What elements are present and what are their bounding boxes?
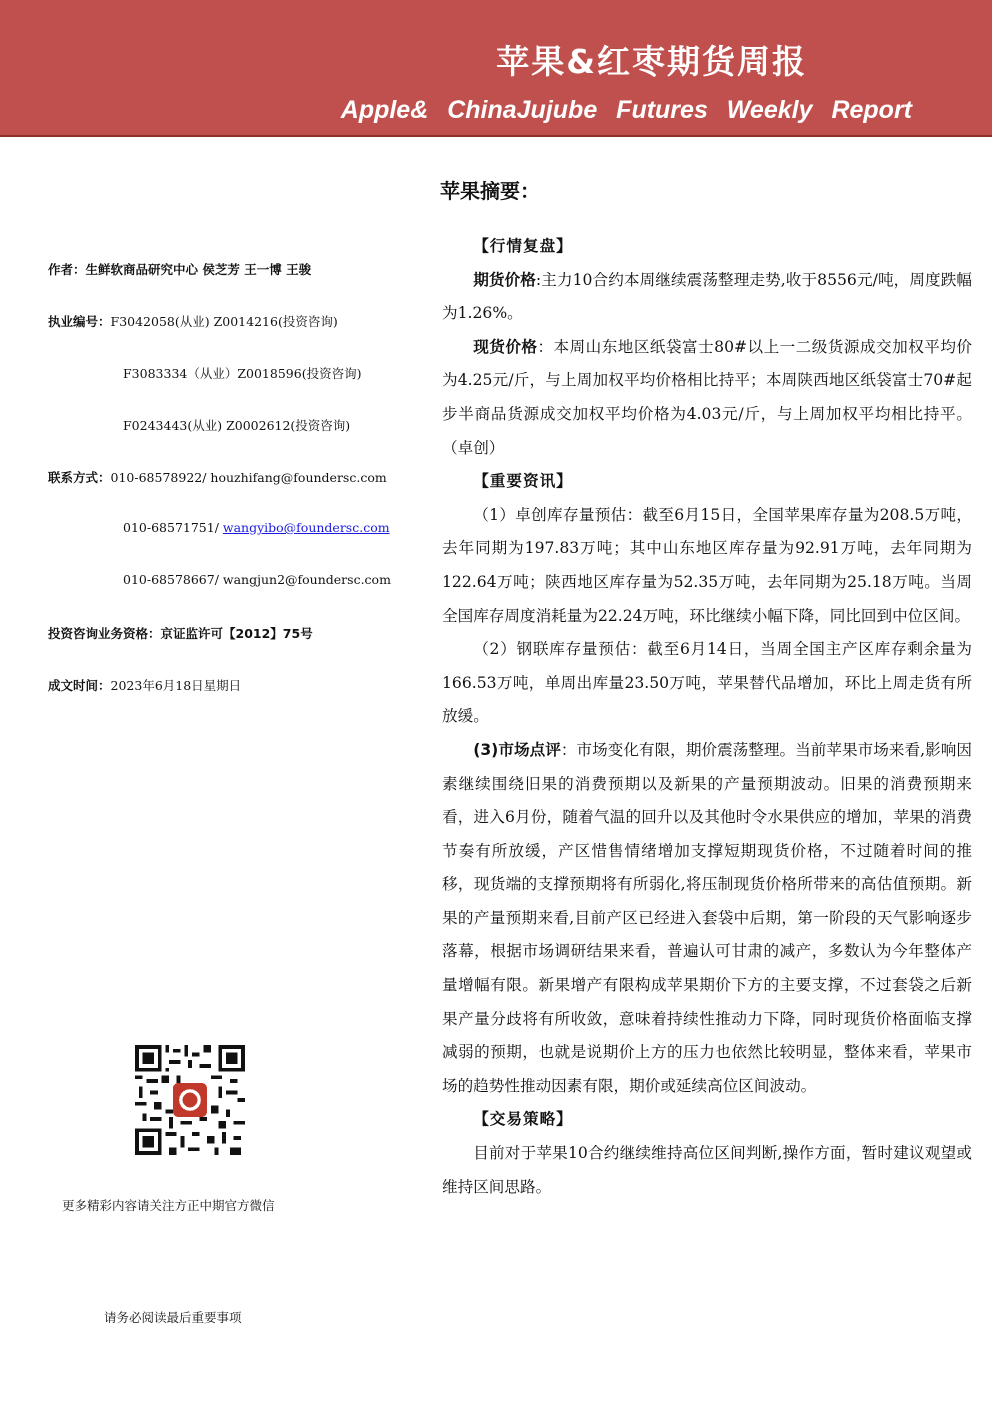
license-line-2: F3083334（从业）Z0018596(投资咨询) <box>123 366 362 381</box>
market-review-heading: 【行情复盘】 <box>473 237 573 255</box>
author-label: 作者： <box>48 262 86 277</box>
market-comment-lead: (3)市场点评 <box>473 740 561 759</box>
qualification-value: 京证监许可【2012】75号 <box>160 626 313 641</box>
license-line-3: F0243443(从业) Z0002612(投资咨询) <box>123 418 351 433</box>
qr-caption: 更多精彩内容请关注方正中期官方微信 <box>62 1198 275 1213</box>
date-label: 成文时间： <box>48 678 111 693</box>
wechat-qr-code-icon <box>135 1045 245 1155</box>
date-value: 2023年6月18日星期日 <box>110 678 242 693</box>
contact-label: 联系方式： <box>48 470 111 485</box>
futures-price-text: :主力10合约本周继续震荡整理走势,收于8556元/吨，周度跌幅为1.26%。 <box>442 270 972 323</box>
license-value-1: F3042058(从业) Z0014216(投资咨询) <box>110 314 338 329</box>
license-label: 执业编号： <box>48 314 111 329</box>
spot-price-paragraph <box>442 331 972 465</box>
contact-phone-2: 010-68571751/ <box>123 520 223 535</box>
email-link[interactable]: wangyibo@foundersc.com <box>222 520 390 535</box>
author-line <box>48 260 311 278</box>
futures-price-lead: 期货价格 <box>473 270 536 289</box>
contact-line-1 <box>48 468 387 486</box>
report-title-en: Apple& ChinaJujube Futures Weekly Report <box>340 96 912 124</box>
market-comment-text: ：市场变化有限，期价震荡整理。当前苹果市场来看,影响因素继续围绕旧果的消费预期以及新果的产量预期波动。旧果的消费预期来看，进入6月份，随着气温的回升以及其他时令水果供应的增加，苹果的消费节奏有所放缓，产区惜售情绪增加支撑短期现货价格，不过随着时间的推移，现货端的支撑预期将有所弱化,将压制现货价格所带来的高估值预期。新果的产量预期来看,目前产区已经进入套袋中后期，第一阶段的天气影响逐步落幕，根据市场调研结果来看，普遍认可甘肃的减产，多数认为今年整体产量增幅有限。新果增产有限构成苹果期价下方的主要支撑，不过套袋之后新果产量分歧将有所收敛，意味着持续性推动力下降，同时现货价格面临支撑减弱的预期，也就是说期价上方的压力也依然比较明显，整体来看，苹果市场的趋势性推动因素有限，期价或延续高位区间波动。 <box>442 740 972 1095</box>
qualification-line <box>48 624 313 642</box>
author-value: 生鲜软商品研究中心 侯芝芳 王一博 王骏 <box>85 262 312 277</box>
apple-summary-body <box>442 230 972 1204</box>
apple-summary-heading: 苹果摘要： <box>440 179 540 203</box>
disclaimer-note: 请务必阅读最后重要事项 <box>104 1310 242 1325</box>
key-news-heading: 【重要资讯】 <box>473 472 573 491</box>
report-title-cn: 苹果&红枣期货周报 <box>496 42 807 81</box>
trading-strategy-text: 目前对于苹果10合约继续维持高位区间判断,操作方面，暂时建议观望或维持区间思路。 <box>442 1144 972 1196</box>
license-line-1 <box>48 312 338 330</box>
header-divider <box>0 135 992 137</box>
news-item-1: （1）卓创库存量预估：截至6月15日，全国苹果库存量为208.5万吨，去年同期为197.83万吨；其中山东地区库存量为92.91万吨，去年同期为122.64万吨；陕西地区库存量为52.35万吨，去年同期为25.18万吨。当周全国库存周度消耗量为22.24万吨，环比继续小幅下降，同比回到中位区间。 <box>442 505 972 625</box>
spot-price-text: ：本周山东地区纸袋富士80#以上一二级货源成交加权平均价为4.25元/斤，与上周加权平均价格相比持平；本周陕西地区纸袋富士70#起步半商品货源成交加权平均价格为4.03元/斤，与上周加权平均相比持平。（卓创） <box>442 337 972 457</box>
market-comment-paragraph <box>442 734 972 1104</box>
futures-price-paragraph <box>442 264 972 331</box>
contact-line-2 <box>123 520 390 535</box>
contact-value-1: 010-68578922/ houzhifang@foundersc.com <box>110 470 387 485</box>
date-line <box>48 676 241 694</box>
trading-strategy-heading: 【交易策略】 <box>473 1110 573 1129</box>
qualification-label: 投资咨询业务资格： <box>48 626 161 641</box>
news-item-2: （2）钢联库存量预估：截至6月14日，当周全国主产区库存剩余量为166.53万吨，单周出库量23.50万吨，苹果替代品增加，环比上周走货有所放缓。 <box>442 640 972 726</box>
header-banner <box>0 0 992 135</box>
contact-line-3: 010-68578667/ wangjun2@foundersc.com <box>123 572 391 587</box>
spot-price-lead: 现货价格 <box>473 337 538 356</box>
